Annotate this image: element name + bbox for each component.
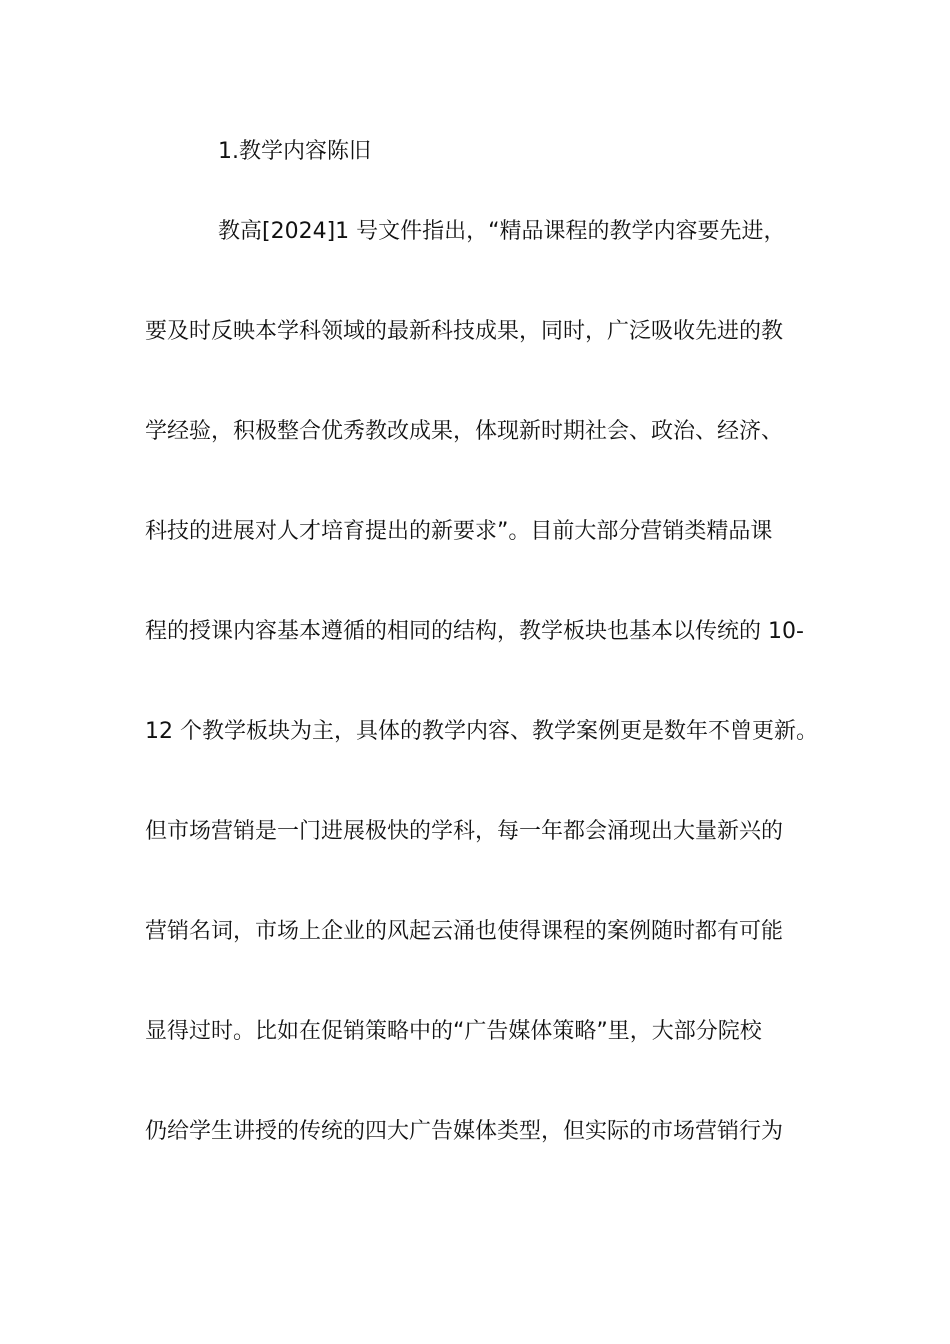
paragraph-line: 程的授课内容基本遵循的相同的结构，教学板块也基本以传统的 10- <box>145 619 804 644</box>
paragraph-line: 科技的进展对人才培育提出的新要求”。目前大部分营销类精品课 <box>145 519 773 544</box>
paragraph-line: 教高[2024]1 号文件指出，“精品课程的教学内容要先进， <box>218 219 786 244</box>
paragraph-line: 但市场营销是一门进展极快的学科，每一年都会涌现出大量新兴的 <box>145 819 784 844</box>
section-heading: 1.教学内容陈旧 <box>218 139 371 164</box>
paragraph-line: 仍给学生讲授的传统的四大广告媒体类型，但实际的市场营销行为 <box>145 1119 784 1144</box>
paragraph-line: 12 个教学板块为主，具体的教学内容、教学案例更是数年不曾更新。 <box>145 719 818 744</box>
paragraph-line: 显得过时。比如在促销策略中的“广告媒体策略”里，大部分院校 <box>145 1019 762 1044</box>
paragraph-line: 要及时反映本学科领域的最新科技成果，同时，广泛吸收先进的教 <box>145 319 784 344</box>
paragraph-line: 学经验，积极整合优秀教改成果，体现新时期社会、政治、经济、 <box>145 419 784 444</box>
paragraph-line: 营销名词，市场上企业的风起云涌也使得课程的案例随时都有可能 <box>145 919 784 944</box>
